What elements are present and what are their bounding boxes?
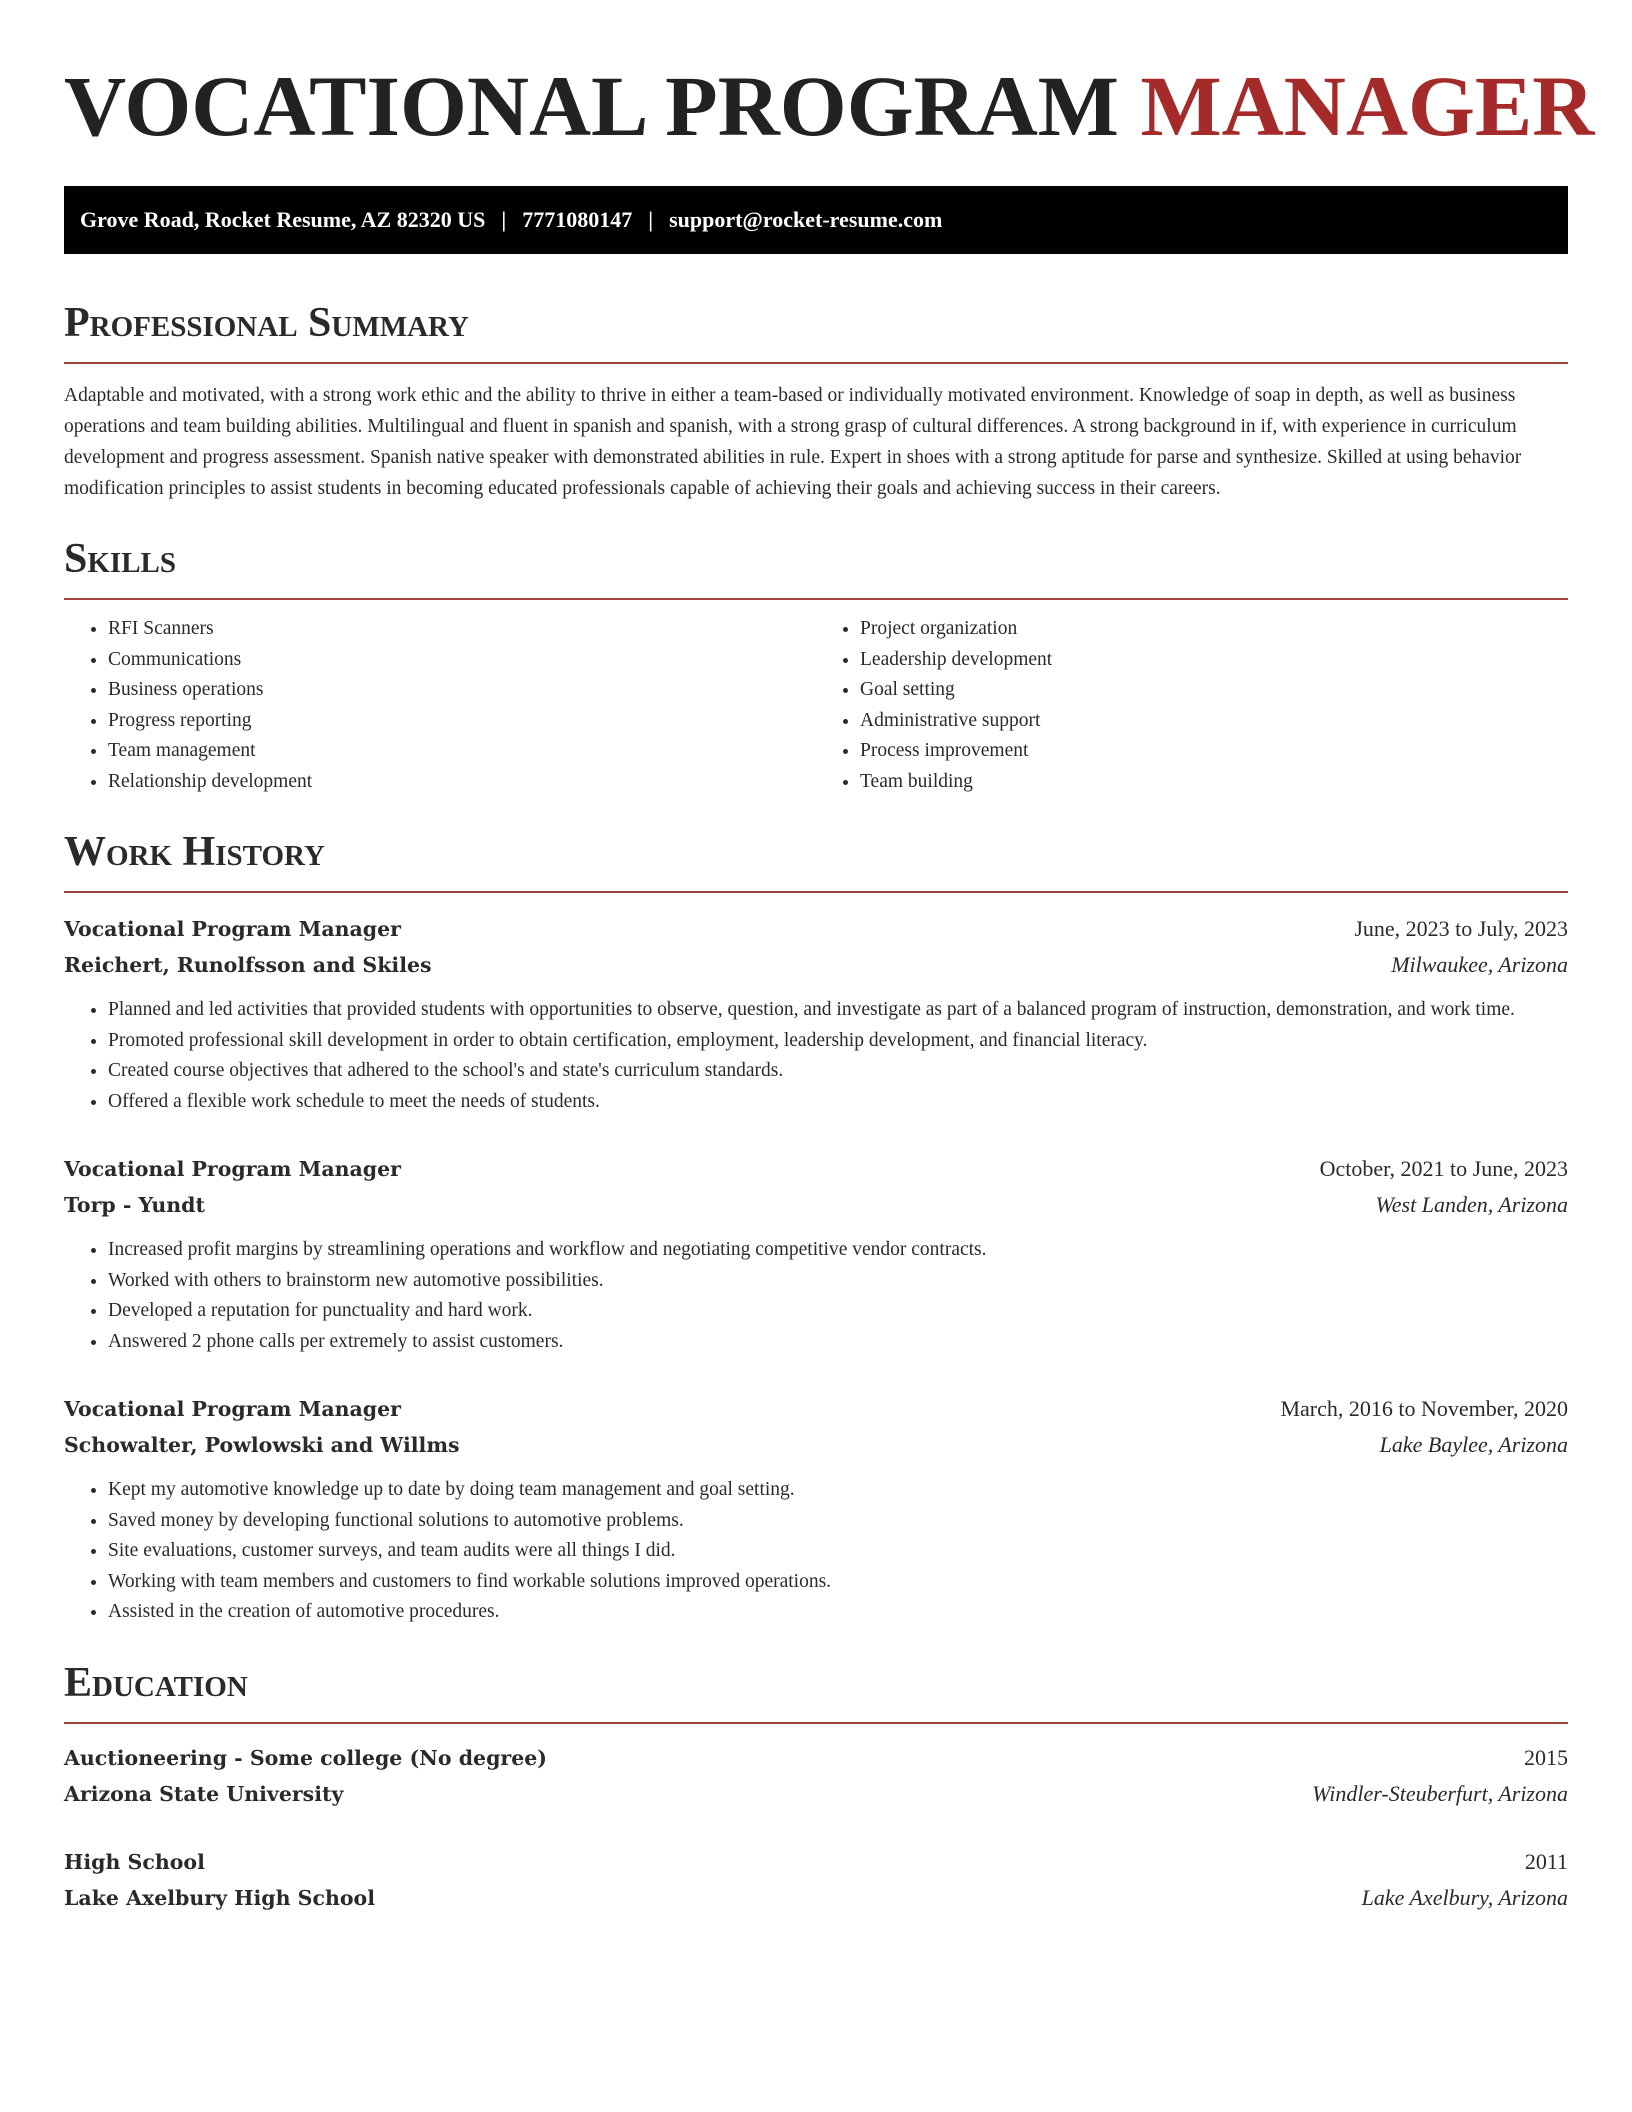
job-dates: March, 2016 to November, 2020 bbox=[1280, 1396, 1568, 1421]
section-divider bbox=[64, 891, 1568, 893]
job-bullet: • Offered a flexible work schedule to meet the needs of students. bbox=[108, 1087, 1568, 1118]
summary-text: Adaptable and motivated, with a strong work ethic and the ability to thrive in either a team-based or individually motivated environment. Knowledge of soap in depth, as well as business operations and team building abilities. Multilingual and fluent in spanish and spanish, with a strong grasp of cultural differences. A strong background in if, with experience in curriculum development and progress assessment. Spanish native speaker with demonstrated abilities in rule. Expert in shoes with a strong aptitude for parse and synthesize. Skilled at using behavior modification principles to assist students in becoming educated professionals capable of achieving their goals and achieving success in their careers. bbox=[64, 385, 1522, 499]
education-year: 2011 bbox=[1524, 1848, 1568, 1874]
job-company: Reichert, Runolfsson and Skiles bbox=[64, 953, 432, 977]
education-degree: Auctioneering - Some college (No degree) bbox=[64, 1745, 548, 1770]
job-bullet: • Answered 2 phone calls per extremely to assist customers. bbox=[108, 1327, 1568, 1358]
job-company: Torp - Yundt bbox=[64, 1193, 205, 1217]
skill-item: • Communications bbox=[108, 645, 816, 676]
job-entry bbox=[64, 1391, 1568, 1628]
education-entry bbox=[64, 1844, 1568, 1916]
education-header bbox=[64, 1844, 1568, 1880]
contact-bar bbox=[64, 186, 1568, 254]
section-divider bbox=[64, 362, 1568, 364]
section-divider bbox=[64, 598, 1568, 600]
skill-item: • Goal setting bbox=[860, 675, 1568, 706]
job-header bbox=[64, 1391, 1568, 1427]
education-school: Lake Axelbury High School bbox=[64, 1885, 375, 1910]
job-bullet: • Working with team members and customers to find workable solutions improved operations. bbox=[108, 1567, 1568, 1598]
job-subheader bbox=[64, 1187, 1568, 1223]
job-title: Vocational Program Manager bbox=[64, 1397, 401, 1421]
resume-name-title bbox=[64, 56, 1595, 156]
job-entry bbox=[64, 911, 1568, 1117]
job-entry bbox=[64, 1151, 1568, 1357]
education-header bbox=[64, 1740, 1568, 1776]
job-bullets bbox=[64, 1475, 1568, 1628]
job-bullets bbox=[64, 1235, 1568, 1357]
job-title: Vocational Program Manager bbox=[64, 1157, 401, 1181]
job-bullet: • Site evaluations, customer surveys, and team audits were all things I did. bbox=[108, 1536, 1568, 1567]
education-school: Arizona State University bbox=[64, 1781, 344, 1806]
job-bullet: • Saved money by developing functional solutions to automotive problems. bbox=[108, 1506, 1568, 1537]
education-degree: High School bbox=[64, 1849, 205, 1874]
job-location: Lake Baylee, Arizona bbox=[1379, 1432, 1568, 1457]
skills-column-right bbox=[816, 614, 1568, 797]
job-bullet: • Increased profit margins by streamlining operations and workflow and negotiating competitive vendor contracts. bbox=[108, 1235, 1568, 1266]
job-bullet: • Created course objectives that adhered to the school's and state's curriculum standards. bbox=[108, 1056, 1568, 1087]
job-bullet: • Worked with others to brainstorm new automotive possibilities. bbox=[108, 1266, 1568, 1297]
job-dates: October, 2021 to June, 2023 bbox=[1319, 1156, 1568, 1181]
job-bullet: • Promoted professional skill development in order to obtain certification, employment, leadership development, and financial literacy. bbox=[108, 1026, 1568, 1057]
skills-column-left bbox=[64, 614, 816, 797]
job-location: Milwaukee, Arizona bbox=[1391, 952, 1568, 977]
section-title-work: Work History bbox=[64, 829, 325, 875]
job-dates: June, 2023 to July, 2023 bbox=[1354, 916, 1568, 941]
job-subheader bbox=[64, 947, 1568, 983]
education-subheader bbox=[64, 1880, 1568, 1916]
skill-item: • Business operations bbox=[108, 675, 816, 706]
name-part-accent: MANAGER bbox=[1140, 58, 1595, 154]
education-year: 2015 bbox=[1524, 1744, 1568, 1770]
contact-address: Grove Road, Rocket Resume, AZ 82320 US bbox=[80, 207, 486, 232]
name-part-primary: VOCATIONAL PROGRAM bbox=[64, 58, 1119, 154]
contact-phone: 7771080147 bbox=[522, 207, 633, 232]
skill-item: • Process improvement bbox=[860, 736, 1568, 767]
skill-item: • Team management bbox=[108, 736, 816, 767]
job-bullet: • Planned and led activities that provided students with opportunities to observe, question, and investigate as part of a balanced program of instruction, demonstration, and work time. bbox=[108, 995, 1568, 1026]
job-location: West Landen, Arizona bbox=[1375, 1192, 1568, 1217]
skill-item: • RFI Scanners bbox=[108, 614, 816, 645]
contact-email: support@rocket-resume.com bbox=[669, 207, 943, 232]
section-title-skills: Skills bbox=[64, 536, 177, 582]
job-company: Schowalter, Powlowski and Willms bbox=[64, 1433, 460, 1457]
skills-list bbox=[64, 614, 1568, 797]
section-title-education: Education bbox=[64, 1659, 248, 1706]
education-location: Lake Axelbury, Arizona bbox=[1361, 1884, 1568, 1910]
skill-item: • Project organization bbox=[860, 614, 1568, 645]
section-divider bbox=[64, 1722, 1568, 1724]
skill-item: • Leadership development bbox=[860, 645, 1568, 676]
job-title: Vocational Program Manager bbox=[64, 917, 401, 941]
skill-item: • Team building bbox=[860, 767, 1568, 798]
job-bullet: • Kept my automotive knowledge up to date by doing team management and goal setting. bbox=[108, 1475, 1568, 1506]
job-bullet: • Developed a reputation for punctuality and hard work. bbox=[108, 1296, 1568, 1327]
skill-item: • Relationship development bbox=[108, 767, 816, 798]
education-subheader bbox=[64, 1776, 1568, 1812]
job-bullets bbox=[64, 995, 1568, 1117]
section-title-summary: Professional Summary bbox=[64, 300, 469, 346]
education-entry bbox=[64, 1740, 1568, 1812]
job-bullet: • Assisted in the creation of automotive procedures. bbox=[108, 1597, 1568, 1628]
job-header bbox=[64, 911, 1568, 947]
education-location: Windler-Steuberfurt, Arizona bbox=[1312, 1780, 1568, 1806]
job-subheader bbox=[64, 1427, 1568, 1463]
skill-item: • Administrative support bbox=[860, 706, 1568, 737]
job-header bbox=[64, 1151, 1568, 1187]
contact-separator: | bbox=[501, 207, 507, 232]
skill-item: • Progress reporting bbox=[108, 706, 816, 737]
contact-separator: | bbox=[648, 207, 654, 232]
